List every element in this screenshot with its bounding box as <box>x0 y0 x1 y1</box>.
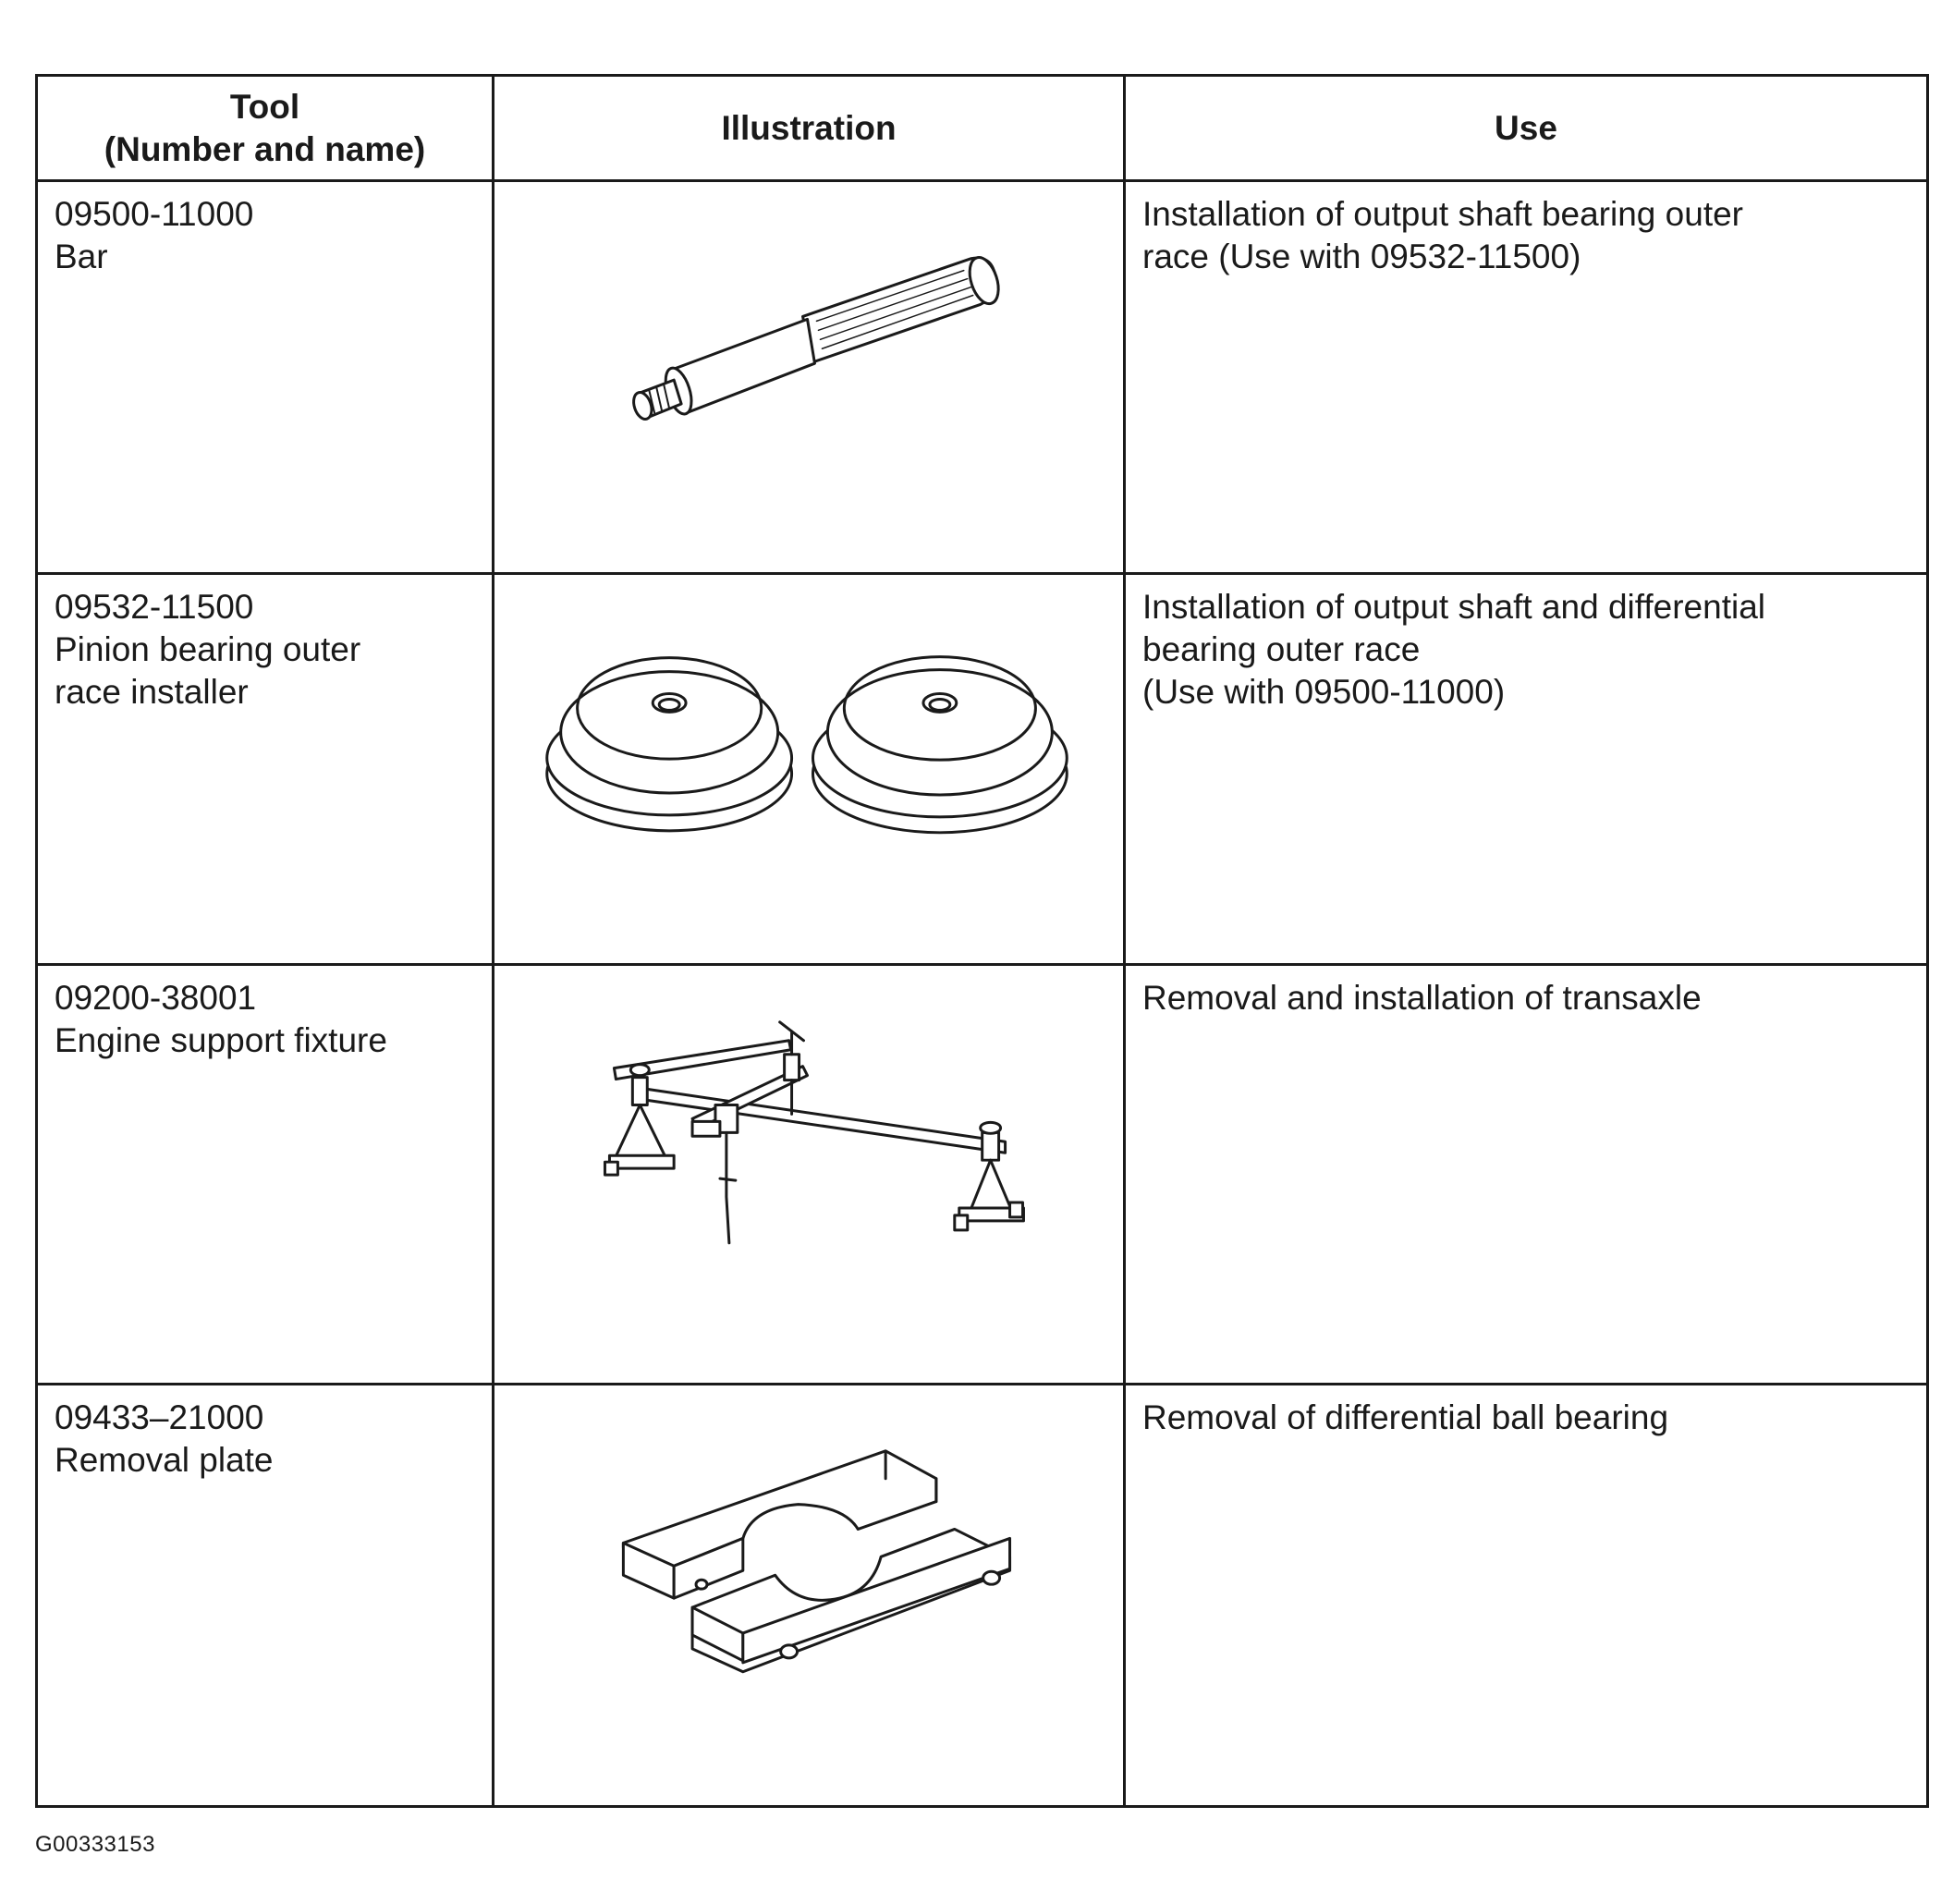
bar-tool-icon <box>494 182 1123 572</box>
table-row <box>37 181 1928 574</box>
tool-header-line2: (Number and name) <box>104 129 426 168</box>
use-cell <box>1125 181 1928 574</box>
table-row <box>37 574 1928 965</box>
illustration-cell <box>494 574 1125 965</box>
use-line: Removal of differential ball bearing <box>1142 1397 1669 1436</box>
use-cell <box>1125 574 1928 965</box>
use-line: Removal and installation of transaxle <box>1142 979 1702 1018</box>
tool-name: Removal plate <box>55 1440 274 1479</box>
tool-name: Bar <box>55 238 108 275</box>
tool-number: 09532-11500 <box>55 588 254 627</box>
tool-number: 09500-11000 <box>55 195 254 233</box>
illustration-cell <box>494 1384 1125 1806</box>
tool-header-line1: Tool <box>229 87 300 126</box>
special-tools-table <box>35 74 1929 1808</box>
tool-number: 09200-38001 <box>55 979 257 1018</box>
use-cell <box>1125 1384 1928 1806</box>
tool-name-line: race installer <box>55 673 249 712</box>
tool-column-header <box>37 76 494 181</box>
tool-cell <box>37 574 494 965</box>
outer-race-installer-icon <box>494 575 1123 963</box>
removal-plate-icon <box>494 1385 1123 1805</box>
table-row <box>37 965 1928 1384</box>
tool-cell <box>37 181 494 574</box>
tool-cell <box>37 965 494 1384</box>
tool-name-line: Pinion bearing outer <box>55 630 361 669</box>
illustration-cell <box>494 965 1125 1384</box>
tool-cell <box>37 1384 494 1806</box>
use-line: bearing outer race <box>1142 630 1421 669</box>
use-line: (Use with 09500-11000) <box>1142 673 1506 712</box>
use-column-header: Use <box>1125 76 1928 181</box>
tool-number: 09433–21000 <box>55 1397 264 1436</box>
table-header-row <box>37 76 1928 181</box>
use-line: Installation of output shaft bearing outer <box>1142 195 1743 233</box>
tool-name: Engine support fixture <box>55 1021 387 1060</box>
illustration-cell <box>494 181 1125 574</box>
engine-support-fixture-icon <box>494 966 1123 1382</box>
table-row <box>37 1384 1928 1806</box>
use-line: race (Use with 09532-11500) <box>1142 238 1581 275</box>
illustration-column-header: Illustration <box>494 76 1125 181</box>
use-cell <box>1125 965 1928 1384</box>
use-line: Installation of output shaft and differential <box>1142 588 1766 627</box>
figure-id: G00333153 <box>35 1832 155 1857</box>
